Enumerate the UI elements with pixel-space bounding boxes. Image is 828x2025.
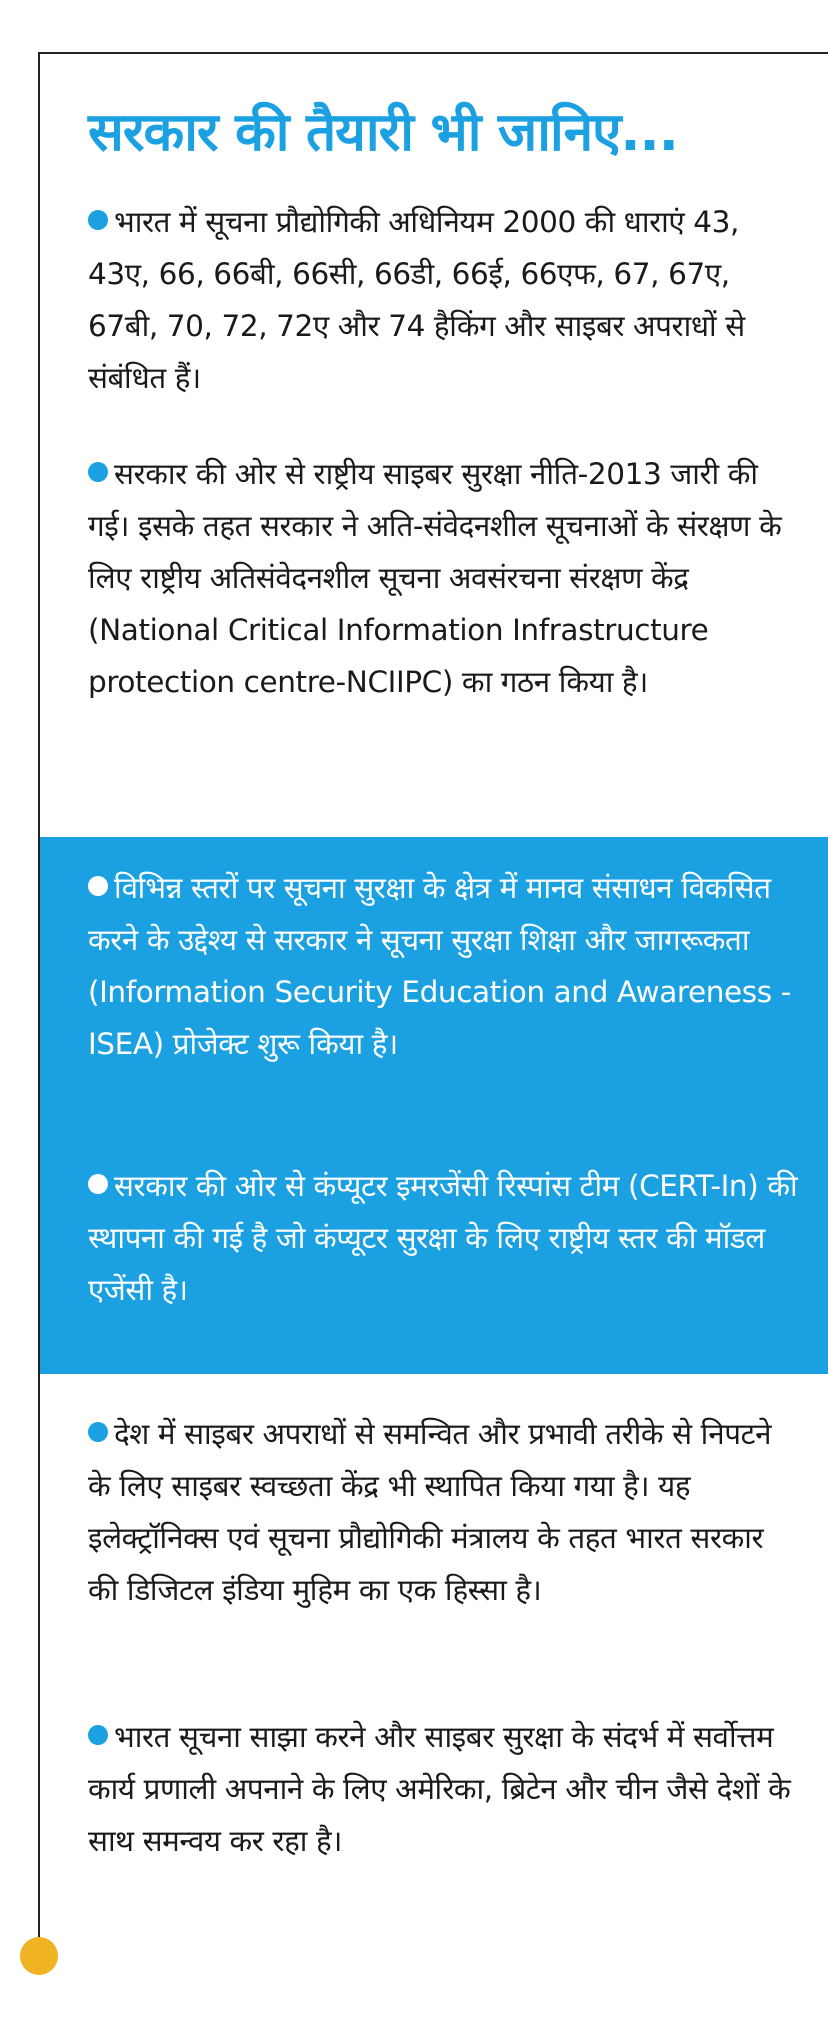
point-text: सरकार की ओर से कंप्यूटर इमरजेंसी रिस्पांस टीम (CERT-In) की स्थापना की गई है जो कंप्यूटर सुरक्षा के लिए राष्ट्रीय स्तर की मॉडल एजेंसी है। xyxy=(88,1169,798,1307)
bullet-dot-icon xyxy=(88,876,108,896)
frame-top-rule xyxy=(38,52,828,54)
point-text: भारत सूचना साझा करने और साइबर सुरक्षा के संदर्भ में सर्वोत्तम कार्य प्रणाली अपनाने के लिए अमेरिका, ब्रिटेन और चीन जैसे देशों के साथ समन्वय कर रहा है। xyxy=(88,1720,791,1858)
end-marker-dot-icon xyxy=(20,1937,58,1975)
point-text: देश में साइबर अपराधों से समन्वित और प्रभावी तरीके से निपटने के लिए साइबर स्वच्छता केंद्र भी स्थापित किया गया है। यह इलेक्ट्रॉनिक्स एवं सूचना प्रौद्योगिकी मंत्रालय के तहत भारत सरकार की डिजिटल इंडिया मुहिम का एक हिस्सा है। xyxy=(88,1417,772,1607)
bullet-dot-icon xyxy=(88,1174,108,1194)
point-text: सरकार की ओर से राष्ट्रीय साइबर सुरक्षा नीति-2013 जारी की गई। इसके तहत सरकार ने अति-संवेदनशील सूचनाओं के संरक्षण के लिए राष्ट्रीय अतिसंवेदनशील सूचना अवसंरचना संरक्षण केंद्र (National Critical Information Infrastructure protection centre-NCIIPC) का गठन किया है। xyxy=(88,457,782,699)
bullet-dot-icon xyxy=(88,1422,108,1442)
bullet-dot-icon xyxy=(88,210,108,230)
point-text: विभिन्न स्तरों पर सूचना सुरक्षा के क्षेत्र में मानव संसाधन विकसित करने के उद्देश्य से सरकार ने सूचना सुरक्षा शिक्षा और जागरूकता (Information Security Education and Awareness - ISEA) प्रोजेक्ट शुरू किया है। xyxy=(88,871,791,1061)
point-isea-project xyxy=(88,862,800,1070)
point-international-cooperation xyxy=(88,1711,800,1867)
page-title: सरकार की तैयारी भी जानिए... xyxy=(88,102,678,163)
point-it-act-sections xyxy=(88,196,800,404)
point-cyber-policy-2013 xyxy=(88,448,800,708)
point-text: भारत में सूचना प्रौद्योगिकी अधिनियम 2000 की धाराएं 43, 43ए, 66, 66बी, 66सी, 66डी, 66ई, 66एफ, 67, 67ए, 67बी, 70, 72, 72ए और 74 हैकिंग और साइबर अपराधों से संबंधित हैं। xyxy=(88,205,745,395)
bullet-dot-icon xyxy=(88,462,108,482)
point-cert-in xyxy=(88,1160,800,1316)
bullet-dot-icon xyxy=(88,1725,108,1745)
point-cyber-swachhta-kendra xyxy=(88,1408,800,1616)
